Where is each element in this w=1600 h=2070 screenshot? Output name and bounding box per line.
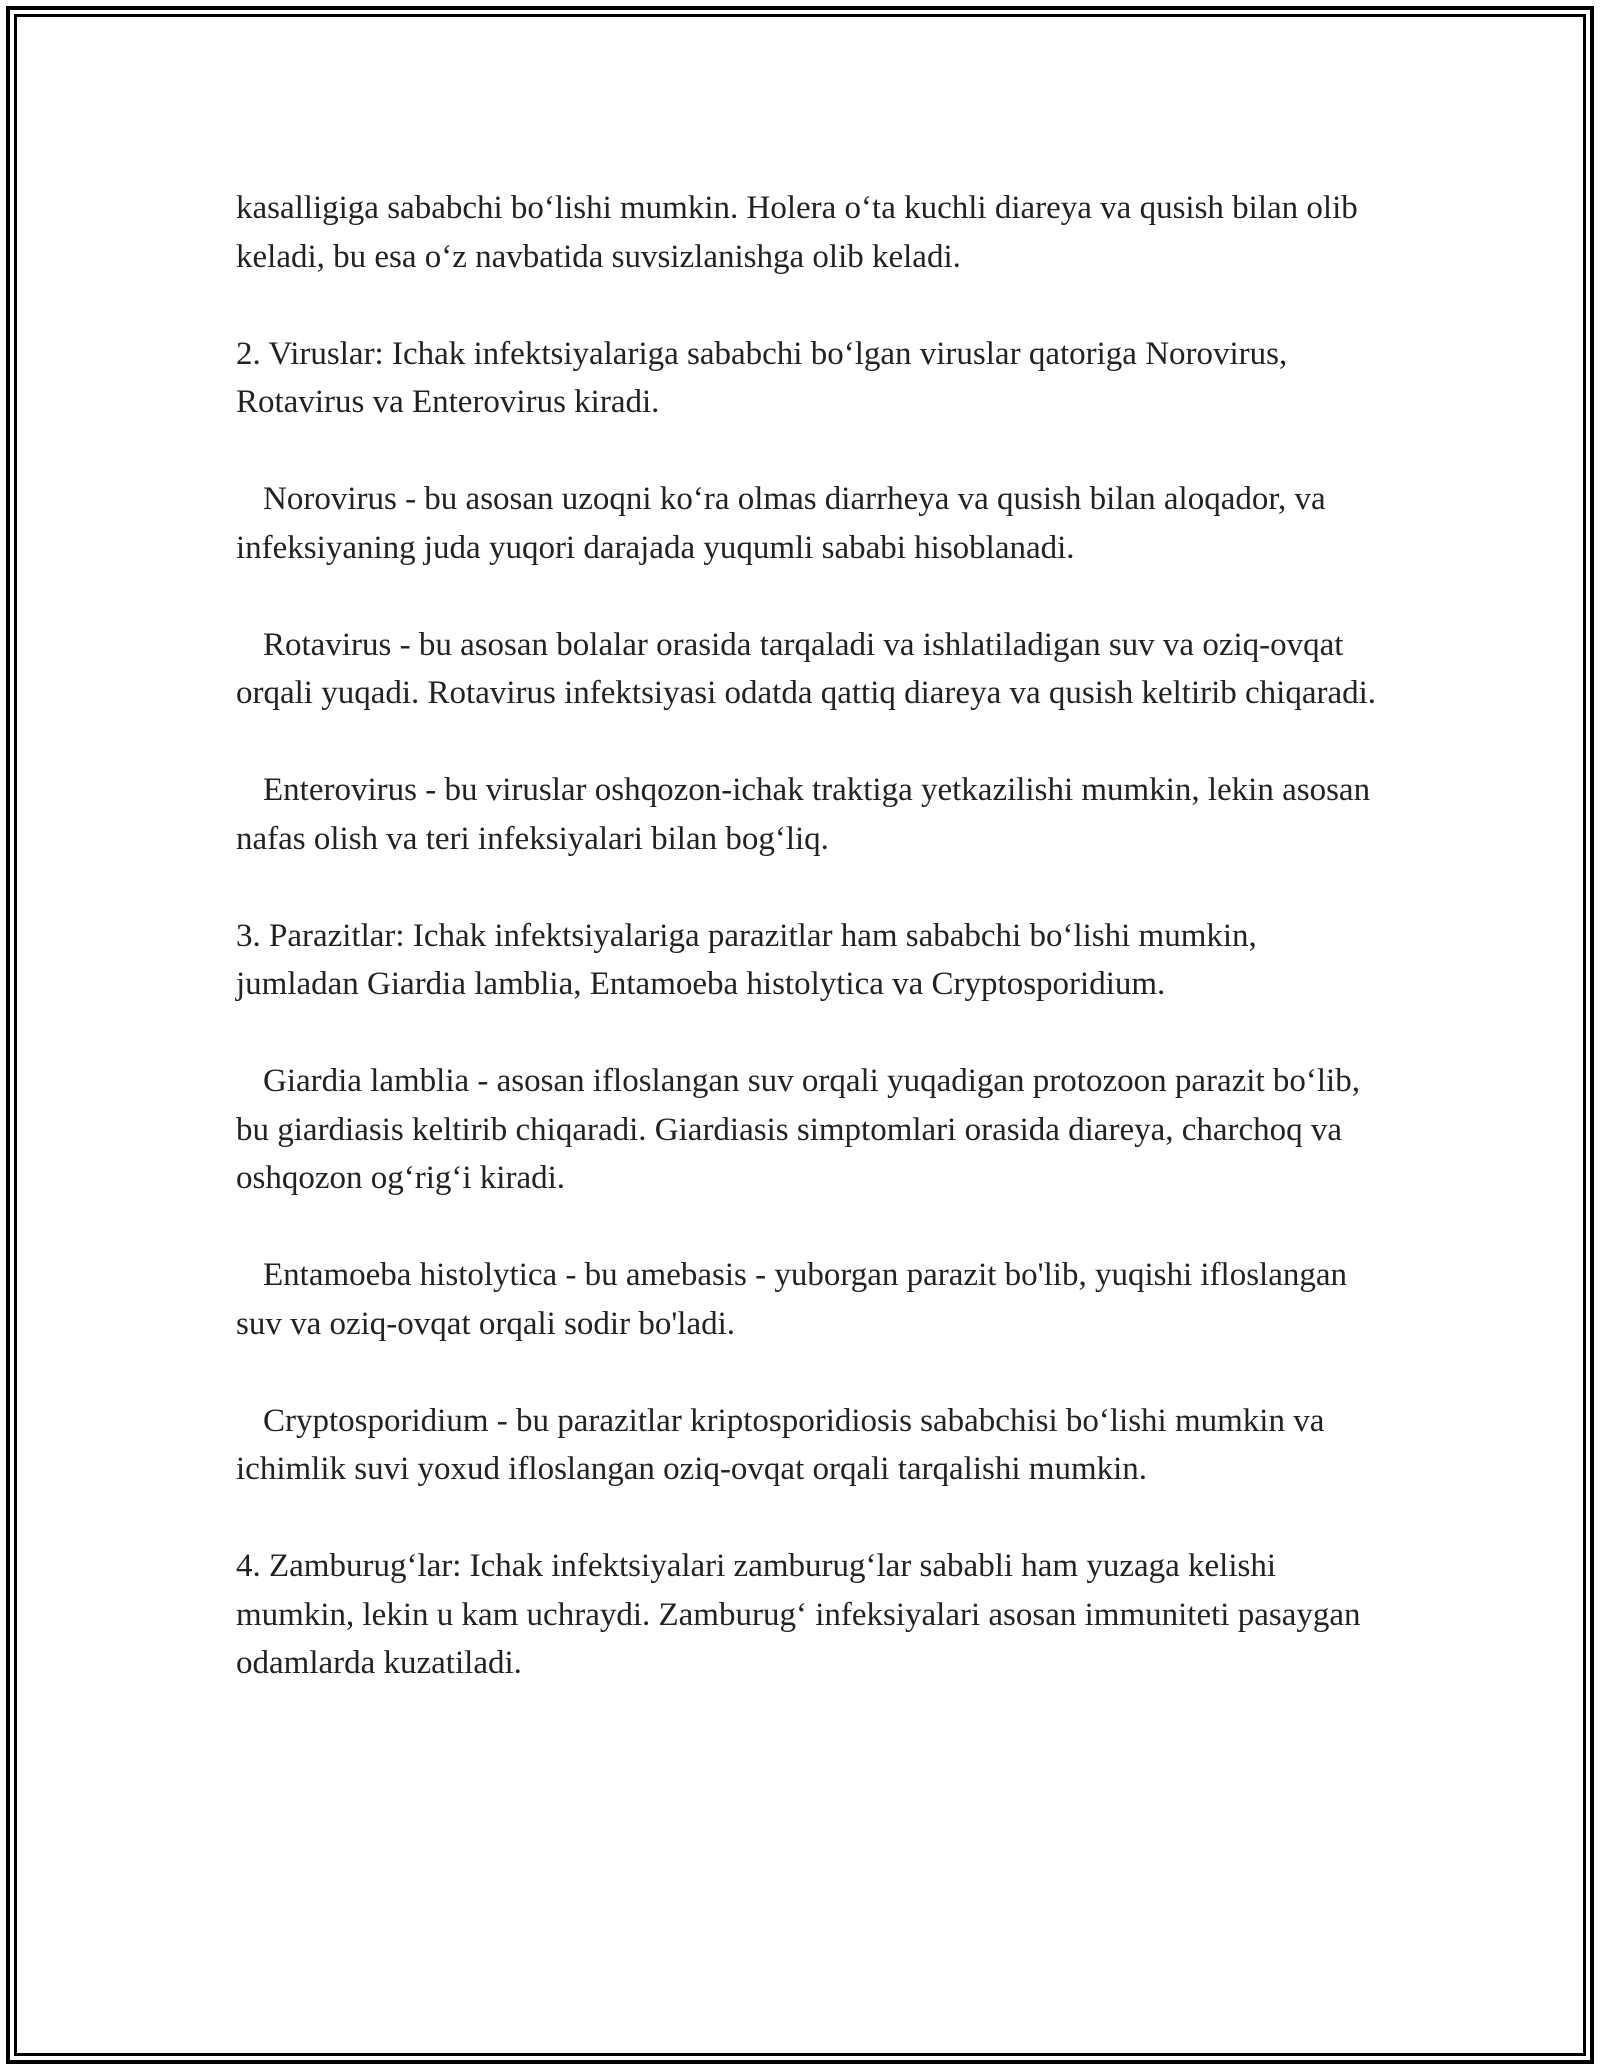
paragraph-norovirus: Norovirus - bu asosan uzoqni ko‘ra olmas diarrheya va qusish bilan aloqador, va infeksiyaning juda yuqori darajada yuqumli sababi hisoblanadi. xyxy=(236,481,1326,566)
paragraph-cholera-continuation: kasalligiga sababchi bo‘lishi mumkin. Holera o‘ta kuchli diareya va qusish bilan olib keladi, bu esa o‘z navbatida suvsizlanishga olib keladi. xyxy=(236,190,1358,275)
paragraph-rotavirus: Rotavirus - bu asosan bolalar orasida tarqaladi va ishlatiladigan suv va oziq-ovqat orqali yuqadi. Rotavirus infektsiyasi odatda qattiq diareya va qusish keltirib chiqaradi. xyxy=(236,626,1377,711)
paragraph-parasites-heading: 3. Parazitlar: Ichak infektsiyalariga parazitlar ham sababchi bo‘lishi mumkin, jumladan Giardia lamblia, Entamoeba histolytica va Cryptosporidium. xyxy=(236,917,1257,1002)
paragraph-cryptosporidium: Cryptosporidium - bu parazitlar kriptosporidiosis sababchisi bo‘lishi mumkin va ichimlik suvi yoxud ifloslangan oziq-ovqat orqali tarqalishi mumkin. xyxy=(236,1402,1325,1487)
paragraph-fungi-heading: 4. Zamburug‘lar: Ichak infektsiyalari zamburug‘lar sababli ham yuzaga kelishi mumkin, lekin u kam uchraydi. Zamburug‘ infeksiyalari asosan immuniteti pasaygan odamlarda kuzatiladi. xyxy=(236,1548,1361,1681)
paragraph-viruses-heading: 2. Viruslar: Ichak infektsiyalariga sababchi bo‘lgan viruslar qatoriga Norovirus, Rotavirus va Enterovirus kiradi. xyxy=(236,335,1288,420)
document-body xyxy=(236,184,1386,1736)
paragraph-giardia: Giardia lamblia - asosan ifloslangan suv orqali yuqadigan protozoon parazit bo‘lib, bu giardiasis keltirib chiqaradi. Giardiasis simptomlari orasida diareya, charchoq va oshqozon og‘rig‘i kiradi. xyxy=(236,1063,1360,1196)
paragraph-entamoeba: Entamoeba histolytica - bu amebasis - yuborgan parazit bo'lib, yuqishi ifloslangan suv va oziq-ovqat orqali sodir bo'ladi. xyxy=(236,1257,1348,1342)
paragraph-enterovirus: Enterovirus - bu viruslar oshqozon-ichak traktiga yetkazilishi mumkin, lekin asosan nafas olish va teri infeksiyalari bilan bog‘liq. xyxy=(236,772,1371,857)
